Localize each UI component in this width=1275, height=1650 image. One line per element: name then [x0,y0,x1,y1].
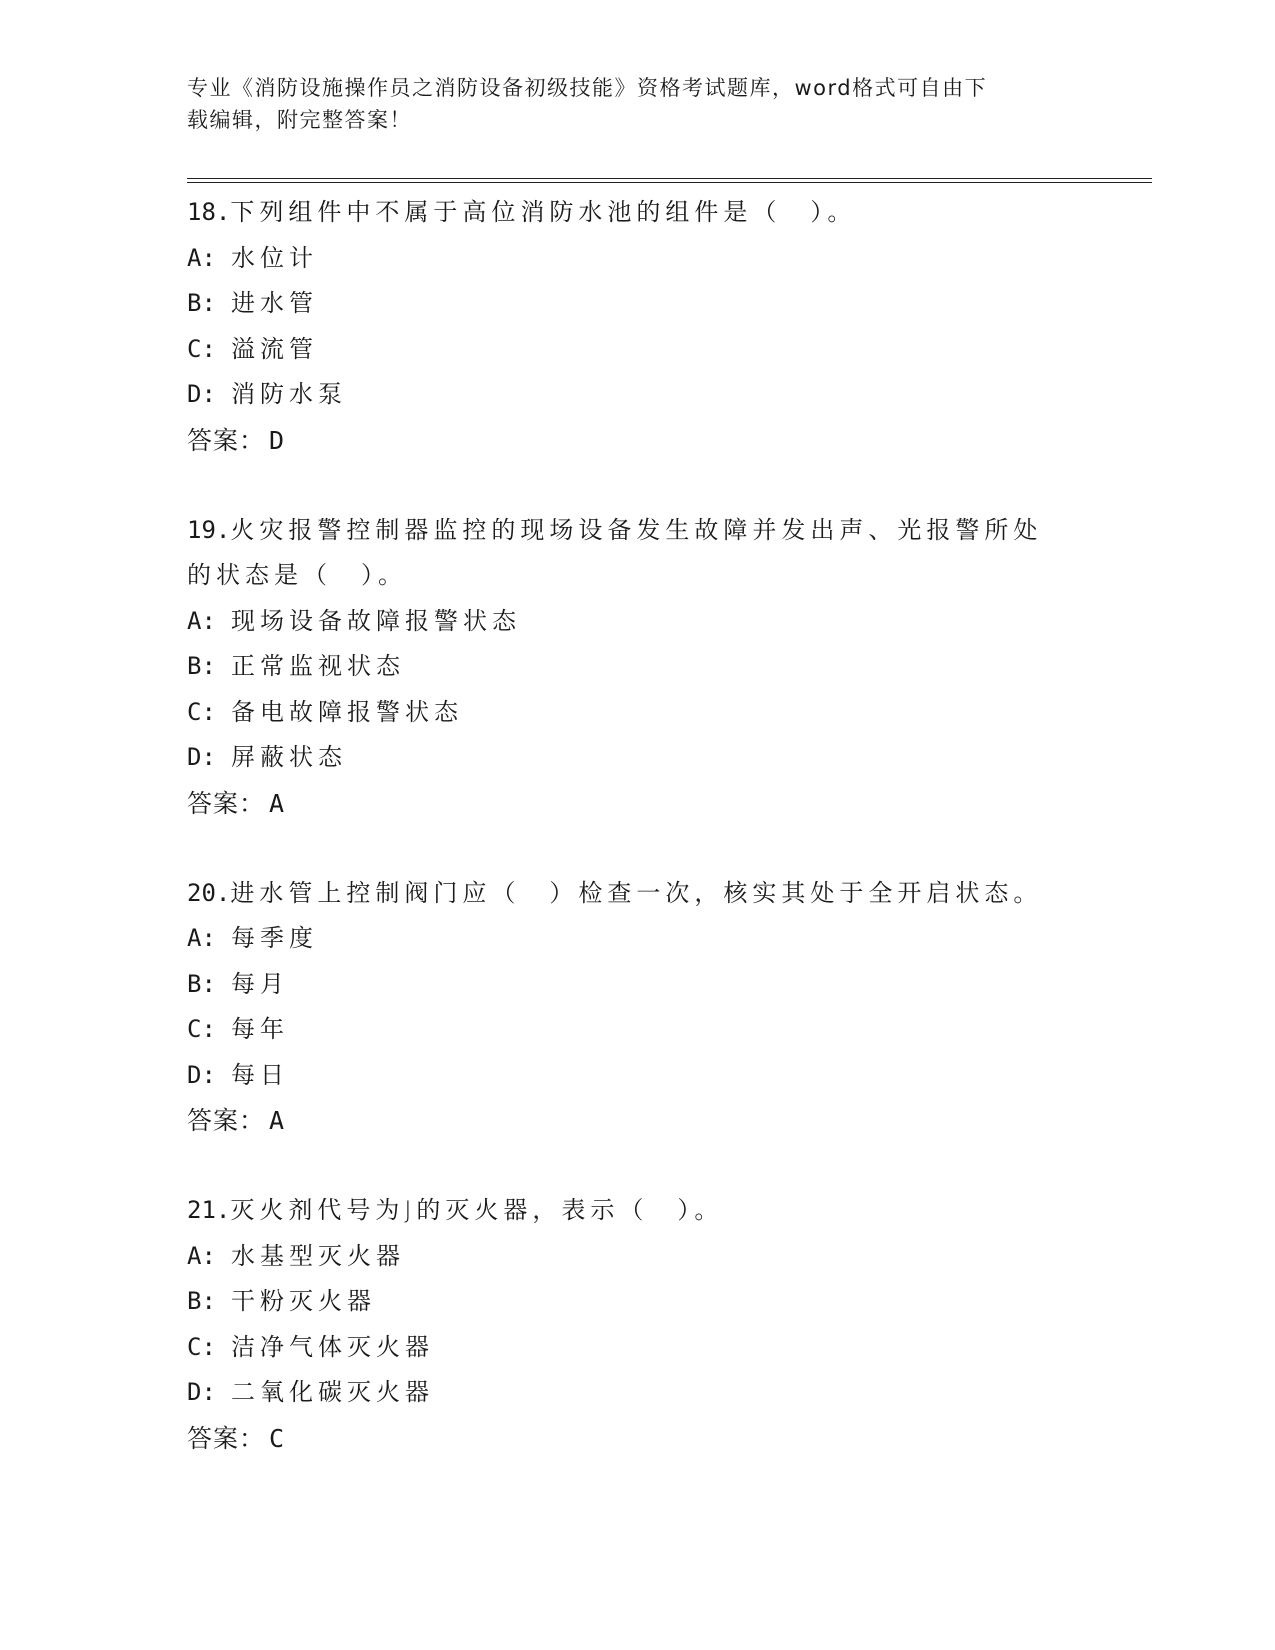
option-text: 消防水泵 [231,380,347,408]
option-letter: B: [187,652,216,680]
option-letter: D: [187,1060,216,1089]
option-text: 现场设备故障报警状态 [231,606,521,635]
option-text: 备电故障报警状态 [231,697,463,726]
answer-value: C [269,1423,286,1453]
question-19 [187,508,1147,827]
answer-line [187,781,1147,827]
document-header [187,72,1067,136]
option-a [187,236,1147,282]
question-number: 20. [187,878,231,907]
answer-value: A [269,1106,286,1135]
option-text: 干粉灭火器 [231,1287,376,1315]
question-stem [187,508,1067,599]
option-c [187,327,1147,373]
option-letter: D: [187,743,216,771]
question-text: 灭火剂代号为J的灭火器，表示（ ）。 [230,1196,724,1224]
answer-label: 答案： [187,425,266,455]
option-text: 每年 [231,1015,289,1043]
option-c [187,1325,1147,1371]
option-letter: A: [187,606,216,635]
option-text: 屏蔽状态 [231,743,347,771]
option-letter: D: [187,1378,216,1406]
answer-value: A [269,788,286,818]
answer-label: 答案： [187,788,266,818]
option-letter: B: [187,1287,216,1315]
question-20 [187,871,1147,1145]
option-letter: C: [187,1015,216,1043]
question-stem [187,190,1067,236]
question-text: 下列组件中不属于高位消防水池的组件是（ ）。 [230,198,857,226]
answer-value: D [269,425,286,455]
option-c [187,1007,1147,1053]
question-stem [187,1188,1067,1234]
option-d [187,735,1147,781]
question-number: 21. [187,1196,231,1224]
answer-label: 答案： [187,1106,266,1135]
question-stem [187,871,1067,917]
option-b [187,1279,1147,1325]
option-a [187,599,1147,645]
option-d [187,372,1147,418]
answer-line [187,1098,1147,1144]
option-text: 每月 [231,969,289,998]
option-d [187,1053,1147,1099]
question-number: 18. [187,198,231,226]
question-text: 进水管上控制阀门应（ ）检查一次，核实其处于全开启状态。 [230,878,1043,907]
option-text: 正常监视状态 [231,652,405,680]
question-list [187,190,1147,1506]
question-text: 火灾报警控制器监控的现场设备发生故障并发出声、光报警所处的状态是（ ）。 [187,515,1043,589]
option-b [187,281,1147,327]
option-text: 水位计 [231,243,318,272]
option-letter: B: [187,969,216,998]
option-a [187,916,1147,962]
option-letter: B: [187,289,216,317]
option-text: 洁净气体灭火器 [231,1332,434,1361]
question-number: 19. [187,515,231,544]
option-letter: A: [187,1241,216,1270]
option-text: 水基型灭火器 [231,1241,405,1270]
header-divider-top [187,178,1152,179]
answer-line [187,1416,1147,1462]
answer-line [187,418,1147,464]
option-text: 每季度 [231,924,318,952]
option-text: 进水管 [231,289,318,317]
option-letter: A: [187,924,216,952]
option-b [187,644,1147,690]
option-a [187,1234,1147,1280]
answer-label: 答案： [187,1423,266,1453]
option-letter: C: [187,334,216,363]
option-letter: A: [187,243,216,272]
option-letter: C: [187,697,216,726]
question-21 [187,1188,1147,1462]
option-b [187,962,1147,1008]
option-letter: D: [187,380,216,408]
option-c [187,690,1147,736]
header-line-2: 载编辑，附完整答案！ [187,108,412,132]
question-18 [187,190,1147,464]
option-text: 溢流管 [231,334,318,363]
header-divider-bottom [187,182,1152,183]
option-text: 每日 [231,1060,289,1089]
header-line-1: 专业《消防设施操作员之消防设备初级技能》资格考试题库，word格式可自由下 [187,76,988,100]
option-text: 二氧化碳灭火器 [231,1378,434,1406]
option-letter: C: [187,1332,216,1361]
option-d [187,1370,1147,1416]
